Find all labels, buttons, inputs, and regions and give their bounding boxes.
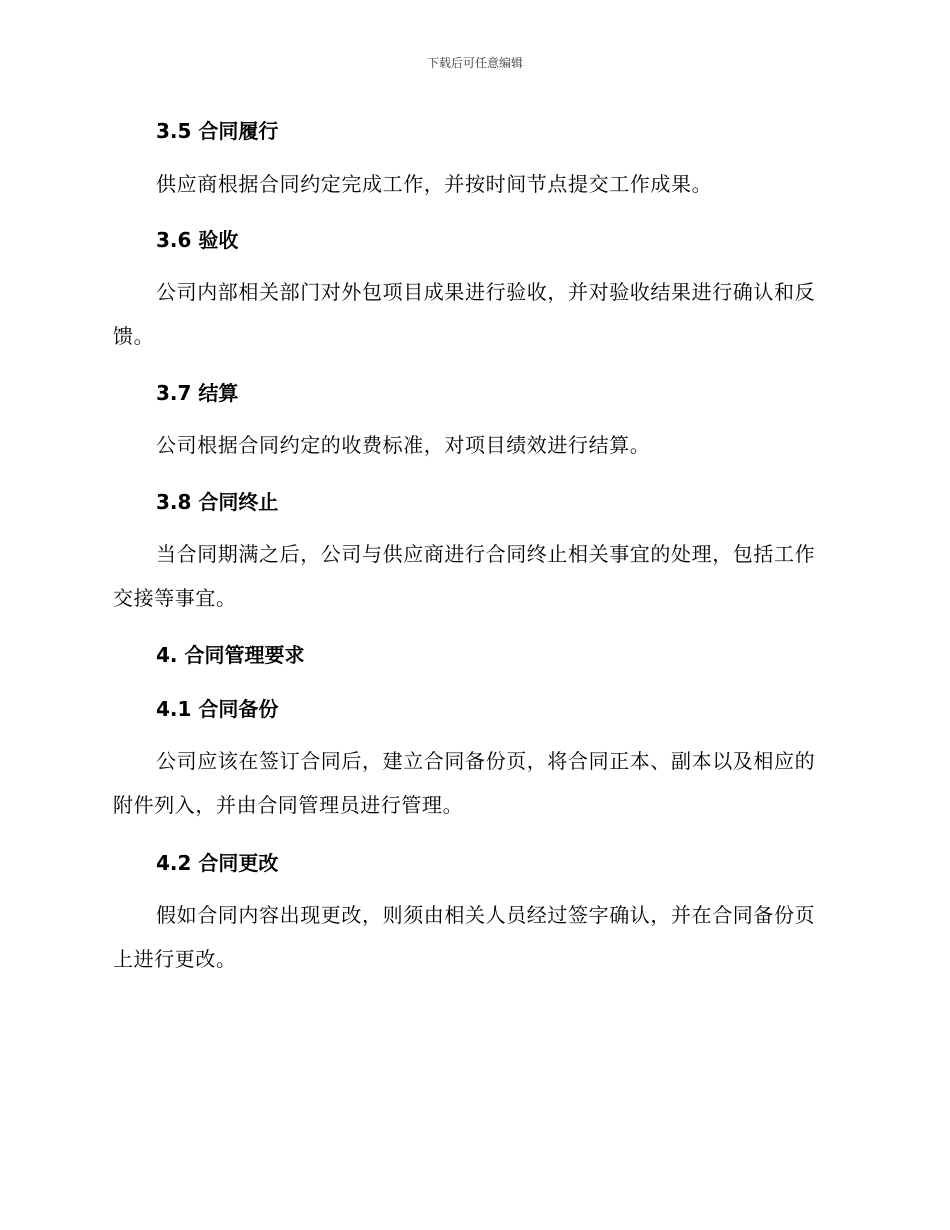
section-heading-4: 4. 合同管理要求 (156, 643, 305, 667)
section-heading-4-1: 4.1 合同备份 (156, 697, 279, 721)
section-paragraph-3-6: 公司内部相关部门对外包项目成果进行验收，并对验收结果进行确认和反馈。 (113, 280, 816, 348)
section-heading-3-7: 3.7 结算 (156, 381, 239, 405)
section-paragraph-3-7: 公司根据合同约定的收费标准，对项目绩效进行结算。 (156, 433, 651, 457)
section-heading-3-8: 3.8 合同终止 (156, 490, 279, 514)
section-paragraph-3-5: 供应商根据合同约定完成工作，并按时间节点提交工作成果。 (156, 172, 713, 196)
section-heading-4-2: 4.2 合同更改 (156, 851, 279, 875)
section-paragraph-4-2: 假如合同内容出现更改，则须由相关人员经过签字确认，并在合同备份页上进行更改。 (113, 903, 816, 971)
section-paragraph-4-1: 公司应该在签订合同后，建立合同备份页，将合同正本、副本以及相应的附件列入，并由合同管理员进行管理。 (113, 749, 816, 817)
page-header: 下载后可任意编辑 (426, 56, 523, 70)
section-heading-3-5: 3.5 合同履行 (156, 119, 279, 143)
section-heading-3-6: 3.6 验收 (156, 228, 239, 252)
section-paragraph-3-8: 当合同期满之后，公司与供应商进行合同终止相关事宜的处理，包括工作交接等事宜。 (113, 542, 816, 610)
